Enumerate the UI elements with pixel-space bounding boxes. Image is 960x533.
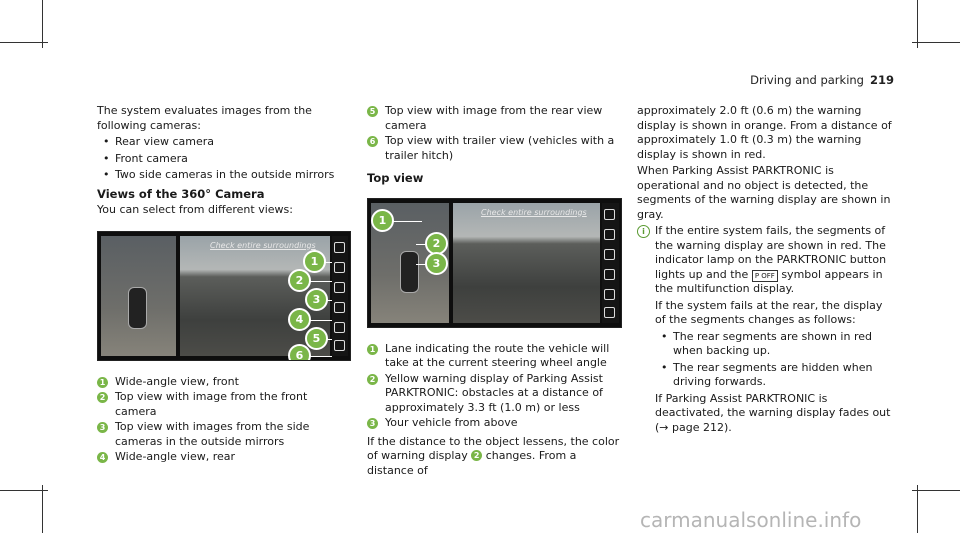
section-title: Driving and parking bbox=[750, 73, 864, 87]
item-text: Top view with image from the rear view camera bbox=[385, 104, 603, 132]
list-item: • Front camera bbox=[103, 151, 188, 165]
left-column bbox=[97, 104, 349, 466]
item-text: Top view with trailer view (vehicles with a trailer hitch) bbox=[385, 134, 615, 162]
info-note bbox=[637, 224, 895, 435]
item-number: 4 bbox=[97, 452, 108, 463]
distance-paragraph bbox=[367, 435, 620, 479]
list-item bbox=[367, 134, 620, 163]
intro-text: The system evaluates images from the following cameras: bbox=[97, 104, 312, 132]
vehicle-top-view bbox=[400, 251, 419, 293]
callout-6: 6 bbox=[288, 344, 311, 361]
item-text: Top view with images from the side cameras in the outside mirrors bbox=[115, 420, 310, 448]
callout-1: 1 bbox=[371, 209, 394, 232]
paragraph-text: If the distance to the object lessens, the color of warning display bbox=[367, 434, 620, 462]
lead-text: You can select from different views: bbox=[97, 203, 293, 216]
list-item bbox=[97, 375, 349, 390]
view-icon[interactable] bbox=[334, 262, 345, 273]
list-item bbox=[367, 372, 620, 416]
warning-message: Check entire surroundings bbox=[210, 240, 316, 250]
item-number: 3 bbox=[367, 418, 378, 429]
view-icon[interactable] bbox=[604, 289, 615, 300]
callout-5: 5 bbox=[305, 327, 328, 350]
list-item bbox=[367, 416, 620, 431]
view-icon[interactable] bbox=[604, 229, 615, 240]
parktronic-off-symbol: P OFF bbox=[752, 270, 778, 282]
info-icon: i bbox=[637, 225, 650, 238]
crop-mark bbox=[0, 490, 48, 491]
note-text: If Parking Assist PARKTRONIC is deactivated, the warning display fades out (→ page 212). bbox=[655, 391, 891, 434]
note-text: If the system fails at the rear, the display of the segments changes as follows: bbox=[655, 298, 883, 326]
list-item bbox=[367, 342, 620, 371]
crop-mark bbox=[912, 490, 960, 491]
item-number: 2 bbox=[367, 374, 378, 385]
page-number: 219 bbox=[869, 73, 894, 87]
list-item: • Two side cameras in the outside mirrors bbox=[103, 168, 335, 181]
view-icon[interactable] bbox=[334, 302, 345, 313]
item-number: 2 bbox=[97, 392, 108, 403]
view-icon[interactable] bbox=[334, 282, 345, 293]
item-text: Wide-angle view, front bbox=[115, 374, 239, 388]
list-item bbox=[97, 450, 349, 465]
list-item-text: Front camera bbox=[115, 151, 188, 165]
crop-mark bbox=[917, 0, 918, 48]
view-icon[interactable] bbox=[334, 242, 345, 253]
view-selector-bar bbox=[332, 236, 348, 356]
list-item-text: Rear view camera bbox=[115, 135, 215, 148]
list-item bbox=[97, 390, 349, 419]
crop-mark bbox=[917, 485, 918, 533]
middle-column bbox=[367, 104, 620, 480]
warning-message: Check entire surroundings bbox=[481, 207, 587, 217]
list-item bbox=[97, 420, 349, 449]
list-item-text: Two side cameras in the outside mirrors bbox=[115, 168, 335, 181]
view-selector-bar bbox=[602, 203, 619, 323]
item-text: Wide-angle view, rear bbox=[115, 450, 236, 463]
item-text: Yellow warning display of Parking Assist PARKTRONIC: obstacles at a distance of approximately 3.3 ft (1.0 m) or less bbox=[385, 371, 603, 414]
item-text: Lane indicating the route the vehicle will take at the current steering wheel angle bbox=[385, 341, 610, 369]
view-icon[interactable] bbox=[604, 307, 615, 318]
section-heading: Top view bbox=[367, 171, 424, 185]
note-text: If the entire system fails, the segments of the warning display are shown in red. The indicator lamp on the PARKTRONIC button lights up and the bbox=[655, 224, 887, 281]
view-icon[interactable] bbox=[334, 322, 345, 333]
camera-views-screenshot bbox=[97, 231, 351, 361]
item-text: Top view with image from the front camera bbox=[115, 390, 308, 418]
view-icon[interactable] bbox=[604, 269, 615, 280]
view-icon[interactable] bbox=[604, 209, 615, 220]
view-icon[interactable] bbox=[334, 340, 345, 351]
camera-image-panel bbox=[453, 203, 600, 323]
note-text: symbol appears in the multifunction display. bbox=[655, 267, 883, 295]
paragraph-text: changes. From a distance of bbox=[367, 449, 577, 477]
item-number: 1 bbox=[97, 377, 108, 388]
item-text: Your vehicle from above bbox=[385, 416, 518, 429]
top-view-screenshot bbox=[367, 198, 622, 328]
item-number: 1 bbox=[367, 344, 378, 355]
right-column bbox=[637, 104, 895, 437]
callout-3: 3 bbox=[425, 252, 448, 275]
list-item-text: The rear segments are hidden when driving forwards. bbox=[673, 360, 873, 388]
crop-mark bbox=[42, 0, 43, 48]
item-number: 5 bbox=[367, 106, 378, 117]
crop-mark bbox=[912, 42, 960, 43]
callout-4: 4 bbox=[288, 308, 311, 331]
page-header bbox=[750, 73, 894, 87]
list-item bbox=[367, 104, 620, 133]
vehicle-top-view bbox=[128, 287, 147, 329]
item-number: 3 bbox=[97, 422, 108, 433]
item-number: 2 bbox=[471, 450, 482, 461]
list-item: • The rear segments are hidden when driving forwards. bbox=[661, 360, 873, 388]
item-number: 6 bbox=[367, 136, 378, 147]
callout-line bbox=[392, 221, 422, 223]
view-icon[interactable] bbox=[604, 249, 615, 260]
paragraph: approximately 2.0 ft (0.6 m) the warning display is shown in orange. From a distance of approximately 1.0 ft (0.3 m) the warning display is shown in red. bbox=[637, 104, 892, 161]
section-heading: Views of the 360° Camera bbox=[97, 186, 265, 201]
callout-2: 2 bbox=[425, 232, 448, 255]
callout-1: 1 bbox=[303, 250, 326, 273]
callout-2: 2 bbox=[288, 269, 311, 292]
list-item: • Rear view camera bbox=[103, 135, 215, 148]
paragraph: When Parking Assist PARKTRONIC is operational and no object is detected, the segments of the warning display are shown in gray. bbox=[637, 164, 891, 221]
list-item: • The rear segments are shown in red when backing up. bbox=[661, 329, 872, 357]
crop-mark bbox=[0, 42, 48, 43]
watermark: carmanualsonline.info bbox=[640, 508, 862, 532]
crop-mark bbox=[42, 485, 43, 533]
list-item-text: The rear segments are shown in red when backing up. bbox=[673, 329, 872, 357]
callout-3: 3 bbox=[305, 288, 328, 311]
